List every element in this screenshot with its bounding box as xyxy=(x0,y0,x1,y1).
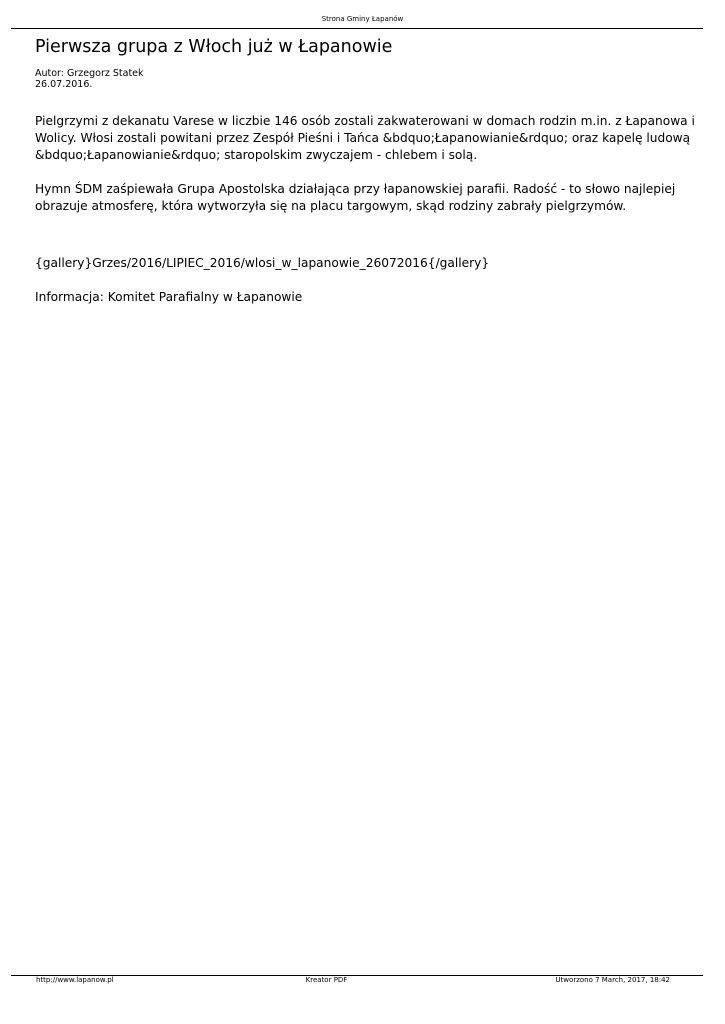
footer-generator: Kreator PDF xyxy=(305,976,348,984)
footer-url: http://www.lapanow.pl xyxy=(36,976,114,984)
article-date: 26.07.2016. xyxy=(35,79,93,90)
article-body xyxy=(35,113,705,306)
article-paragraph: Hymn ŚDM zaśpiewała Grupa Apostolska działająca przy łapanowskiej parafii. Radość - to słowo najlepiej obrazuje atmosferę, która wytworzyła się na placu targowym, skąd rodziny zabrały pielgrzymów. xyxy=(35,182,676,213)
article-paragraph: Pielgrzymi z dekanatu Varese w liczbie 146 osób zostali zakwaterowani w domach rodzin m.in. z Łapanowa i Wolicy. Włosi zostali powitani przez Zespół Pieśni i Tańca &bdquo;Łapanowianie&rdquo; oraz kapelę ludową &bdquo;Łapanowianie&rdquo; staropolskim zwyczajem - chlebem i solą. xyxy=(35,114,695,162)
footer-created-date: Utworzono 7 March, 2017, 18:42 xyxy=(555,976,670,984)
header-divider xyxy=(11,28,703,29)
article-author: Autor: Grzegorz Statek xyxy=(35,68,144,79)
article-information: Informacja: Komitet Parafialny w Łapanowie xyxy=(35,290,303,304)
article-meta xyxy=(35,68,144,90)
page-footer xyxy=(0,976,725,985)
article-title: Pierwsza grupa z Włoch już w Łapanowie xyxy=(35,37,393,57)
gallery-placeholder: {gallery}Grzes/2016/LIPIEC_2016/wlosi_w_lapanowie_26072016{/gallery} xyxy=(35,256,490,270)
page-header: Strona Gminy Łapanów xyxy=(321,15,404,23)
